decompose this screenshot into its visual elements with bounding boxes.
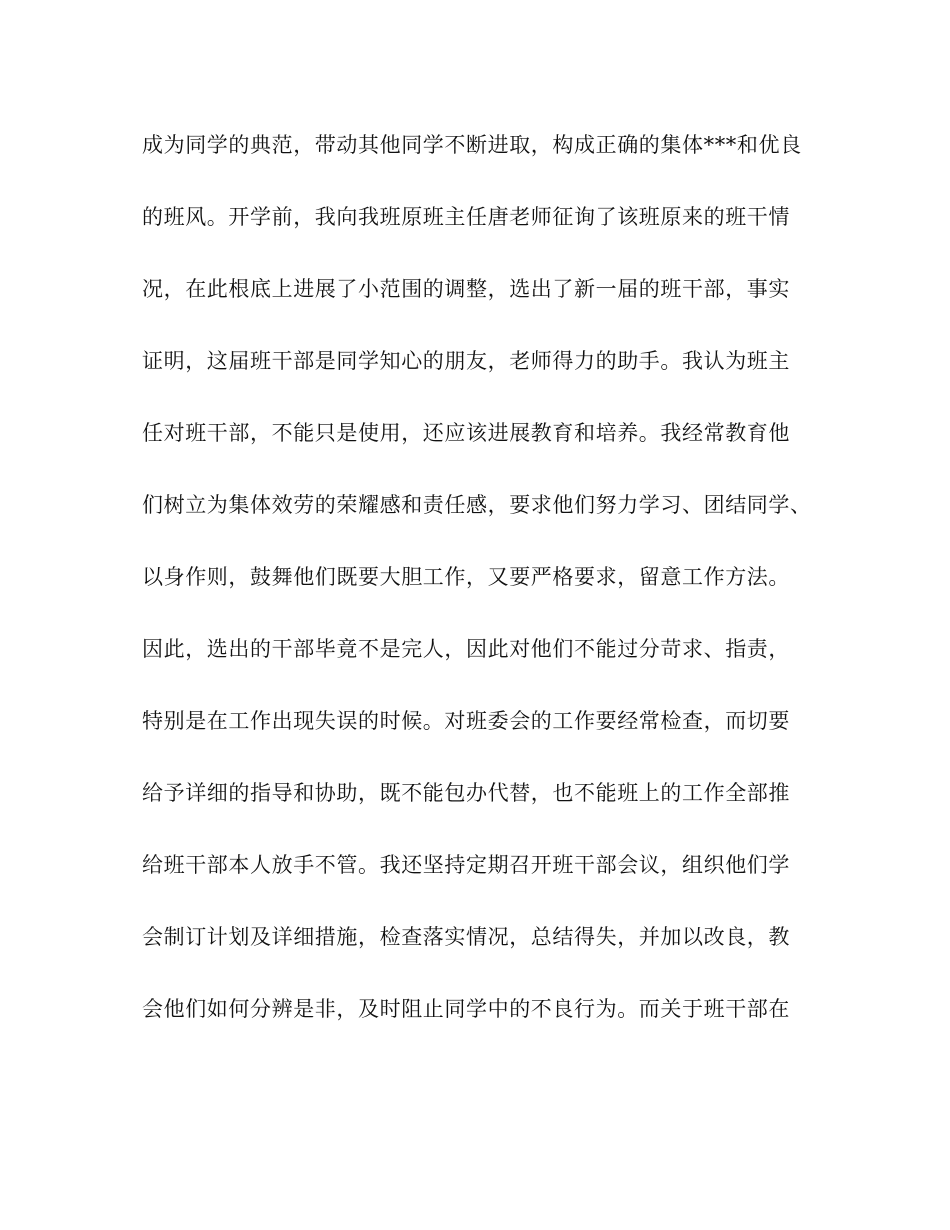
text-line-6: 们树立为集体效劳的荣耀感和责任感，要求他们努力学习、团结同学、 (142, 493, 812, 517)
body-text (142, 132, 822, 1068)
text-line-11: 给班干部本人放手不管。我还坚持定期召开班干部会议，组织他们学 (142, 853, 790, 877)
text-line-9: 特别是在工作出现失误的时候。对班委会的工作要经常检查，而切要 (142, 709, 790, 733)
text-line-13: 会他们如何分辨是非，及时阻止同学中的不良行为。而关于班干部在 (142, 997, 790, 1021)
text-line-8: 因此，选出的干部毕竟不是完人，因此对他们不能过分苛求、指责， (142, 637, 790, 661)
text-line-7: 以身作则，鼓舞他们既要大胆工作，又要严格要求，留意工作方法。 (142, 565, 790, 589)
text-line-12: 会制订计划及详细措施，检查落实情况，总结得失，并加以改良，教 (142, 925, 790, 949)
text-line-1: 成为同学的典范，带动其他同学不断进取，构成正确的集体***和优良 (142, 133, 802, 157)
text-line-5: 任对班干部，不能只是使用，还应该进展教育和培养。我经常教育他 (142, 421, 790, 445)
text-line-2: 的班风。开学前，我向我班原班主任唐老师征询了该班原来的班干情 (142, 205, 790, 229)
text-line-10: 给予详细的指导和协助，既不能包办代替，也不能班上的工作全部推 (142, 781, 790, 805)
text-line-4: 证明，这届班干部是同学知心的朋友，老师得力的助手。我认为班主 (142, 349, 790, 373)
text-line-3: 况，在此根底上进展了小范围的调整，选出了新一届的班干部，事实 (142, 277, 790, 301)
